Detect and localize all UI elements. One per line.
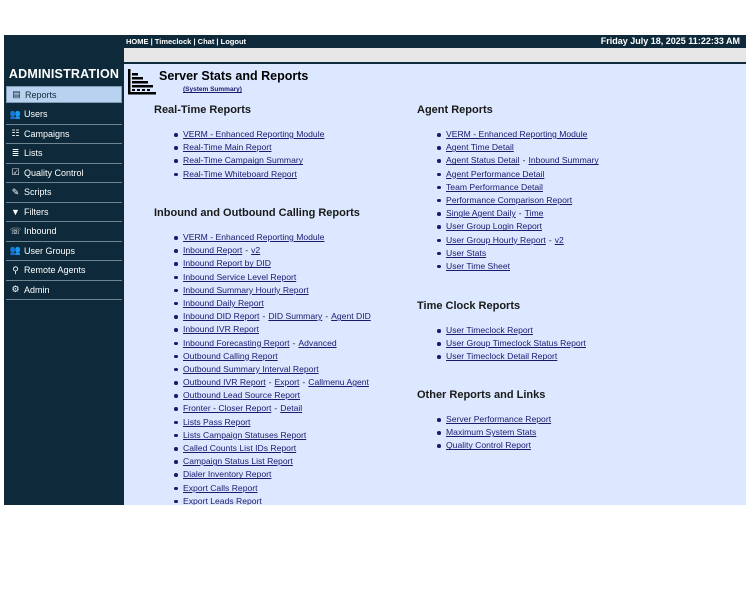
report-link[interactable]: Outbound Lead Source Report: [183, 390, 301, 401]
report-link[interactable]: Agent Status Detail: [446, 155, 520, 166]
sidebar-item-label: Remote Agents: [24, 265, 86, 276]
list-item: [173, 495, 371, 505]
list-item: [173, 231, 371, 244]
other-report-list: [436, 413, 551, 453]
link-separator: -: [518, 208, 522, 219]
list-item: [436, 413, 551, 426]
list-item: [436, 194, 599, 207]
list-item: [436, 426, 551, 439]
report-link[interactable]: Real-Time Main Report: [183, 142, 272, 153]
list-item: [173, 455, 371, 468]
list-item: [173, 416, 371, 429]
list-item: [436, 128, 599, 141]
nav-separator: |: [150, 37, 153, 46]
home-link[interactable]: HOME: [126, 37, 149, 46]
top-nav: [126, 37, 246, 46]
report-link[interactable]: Inbound Report by DID: [183, 258, 271, 269]
main-content: [124, 64, 746, 505]
reports-chart-icon: [128, 67, 156, 95]
report-link[interactable]: User Timeclock Report: [446, 325, 533, 335]
link-separator: -: [268, 377, 272, 388]
report-link[interactable]: Detail: [280, 403, 303, 414]
list-item: [173, 376, 371, 389]
campaigns-icon: ☷: [11, 128, 20, 139]
section-title-other: Other Reports and Links: [417, 389, 546, 401]
report-link[interactable]: Agent DID: [331, 311, 371, 322]
report-link[interactable]: Real-Time Campaign Summary: [183, 155, 304, 166]
report-link[interactable]: Time: [524, 208, 544, 219]
list-item: [173, 323, 371, 336]
list-item: [173, 402, 371, 415]
report-link[interactable]: Real-Time Whiteboard Report: [183, 168, 297, 179]
list-item: [173, 310, 371, 323]
list-item: [436, 247, 599, 260]
list-item: [173, 141, 324, 154]
user-groups-icon: 👥: [9, 245, 22, 256]
report-link[interactable]: Inbound Service Level Report: [183, 271, 297, 282]
report-link[interactable]: Export Leads Report: [183, 495, 262, 505]
list-item: [173, 429, 371, 442]
report-link[interactable]: Advanced: [298, 337, 337, 348]
section-title-timeclock: Time Clock Reports: [417, 300, 521, 312]
scripts-icon: ✎: [11, 186, 20, 197]
list-item: [173, 363, 371, 376]
users-icon: 👥: [9, 108, 22, 119]
list-item: [173, 154, 324, 167]
sidebar-item-label: Users: [24, 109, 48, 120]
inout-report-list: [173, 231, 371, 505]
sidebar-item-label: Filters: [24, 206, 49, 217]
inbound-icon: ☏: [9, 225, 22, 236]
list-item: [436, 324, 586, 337]
sidebar-title: ADMINISTRATION: [8, 67, 120, 81]
link-separator: -: [262, 311, 266, 322]
sidebar-item-label: Inbound: [24, 226, 57, 237]
report-link[interactable]: Export Calls Report: [183, 482, 258, 493]
report-link[interactable]: Inbound Daily Report: [183, 297, 264, 308]
link-separator: -: [325, 311, 329, 322]
report-link[interactable]: Inbound Report: [183, 245, 243, 256]
list-item: [173, 468, 371, 481]
nav-separator: |: [216, 37, 219, 46]
report-link[interactable]: VERM - Enhanced Reporting Module: [183, 232, 325, 242]
sidebar-item-admin[interactable]: [6, 281, 122, 301]
report-link[interactable]: Export: [274, 377, 300, 388]
list-item: [436, 337, 586, 350]
sidebar-item-label: Admin: [24, 284, 50, 295]
list-item: [173, 257, 371, 270]
report-link[interactable]: User Group Login Report: [446, 221, 543, 232]
link-separator: -: [292, 337, 296, 348]
list-item: [173, 442, 371, 455]
reports-icon: ▤: [12, 89, 21, 99]
sidebar-item-campaigns[interactable]: [6, 125, 122, 145]
report-link[interactable]: User Time Sheet: [446, 260, 510, 271]
report-link[interactable]: Inbound Forecasting Report: [183, 337, 290, 348]
filter-icon: ▼: [11, 206, 20, 217]
report-link[interactable]: VERM - Enhanced Reporting Module: [183, 129, 325, 139]
report-link[interactable]: Outbound Summary Interval Report: [183, 363, 319, 374]
report-link[interactable]: Maximum System Stats: [446, 427, 537, 438]
report-link[interactable]: Quality Control Report: [446, 440, 532, 451]
page-title: Server Stats and Reports: [159, 69, 309, 83]
report-link[interactable]: Callmenu Agent: [308, 377, 369, 388]
link-separator: -: [302, 377, 306, 388]
report-link[interactable]: Fronter - Closer Report: [183, 403, 272, 414]
nav-separator: |: [193, 37, 196, 46]
list-item: [173, 284, 371, 297]
list-item: [173, 128, 324, 141]
list-item: [173, 168, 324, 181]
report-link[interactable]: Outbound IVR Report: [183, 377, 266, 388]
sidebar-item-label: Reports: [25, 89, 57, 100]
report-link[interactable]: Inbound DID Report: [183, 311, 260, 322]
list-item: [173, 297, 371, 310]
link-separator: -: [245, 245, 249, 256]
report-link[interactable]: Campaign Status List Report: [183, 456, 293, 467]
report-link[interactable]: v2: [251, 245, 261, 256]
list-item: [436, 181, 599, 194]
list-item: [436, 220, 599, 233]
sidebar-item-label: Campaigns: [24, 128, 70, 139]
realtime-report-list: [173, 128, 324, 181]
list-item: [436, 154, 599, 167]
sidebar-item-quality-control[interactable]: [6, 164, 122, 184]
report-link[interactable]: DID Summary: [268, 311, 323, 322]
logout-link[interactable]: Logout: [220, 37, 247, 46]
agent-report-list: [436, 128, 599, 273]
sidebar-item-label: User Groups: [24, 245, 76, 256]
lists-icon: ≣: [11, 147, 20, 158]
report-link[interactable]: Team Performance Detail: [446, 181, 543, 192]
list-item: [173, 271, 371, 284]
sidebar-item-label: Scripts: [24, 187, 52, 198]
list-item: [173, 482, 371, 495]
list-item: [173, 337, 371, 350]
sidebar-item-lists[interactable]: [6, 144, 122, 164]
report-link[interactable]: Dialer Inventory Report: [183, 469, 272, 480]
link-separator: -: [548, 234, 552, 245]
report-link[interactable]: Server Performance Report: [446, 414, 552, 424]
section-title-agent: Agent Reports: [417, 104, 493, 116]
report-link[interactable]: Agent Performance Detail: [446, 168, 545, 179]
sidebar-top-spacer: [4, 35, 124, 63]
list-item: [173, 244, 371, 257]
gear-icon: ⚙: [11, 284, 20, 295]
top-bar: [124, 35, 746, 48]
list-item: [436, 168, 599, 181]
report-link[interactable]: User Stats: [446, 247, 487, 258]
timeclock-link[interactable]: Timeclock: [154, 37, 192, 46]
sidebar: [4, 35, 124, 505]
report-link[interactable]: Performance Comparison Report: [446, 194, 573, 205]
sidebar-item-users[interactable]: [6, 105, 122, 125]
sidebar-item-user-groups[interactable]: [6, 242, 122, 262]
sidebar-item-label: Quality Control: [24, 167, 84, 178]
report-link[interactable]: VERM - Enhanced Reporting Module: [446, 129, 588, 139]
checkbox-icon: ☑: [11, 167, 20, 178]
report-link[interactable]: User Group Hourly Report: [446, 234, 546, 245]
section-title-inout: Inbound and Outbound Calling Reports: [154, 207, 360, 219]
report-link[interactable]: v2: [554, 234, 564, 245]
report-link[interactable]: Single Agent Daily: [446, 208, 516, 219]
list-item: [173, 389, 371, 402]
report-link[interactable]: User Group Timeclock Status Report: [446, 338, 586, 349]
report-link[interactable]: Lists Pass Report: [183, 416, 251, 427]
list-item: [436, 260, 599, 273]
list-item: [436, 141, 599, 154]
report-link[interactable]: Called Counts List IDs Report: [183, 443, 297, 453]
remote-agents-icon: ⚲: [12, 264, 19, 275]
report-link[interactable]: Inbound IVR Report: [183, 324, 259, 335]
sidebar-items: [4, 86, 124, 300]
admin-app: [4, 35, 746, 505]
report-link[interactable]: Agent Time Detail: [446, 142, 514, 153]
report-link[interactable]: Inbound Summary Hourly Report: [183, 284, 309, 295]
list-item: [436, 234, 599, 247]
list-item: [436, 207, 599, 220]
report-link[interactable]: User Timeclock Detail Report: [446, 351, 558, 362]
grey-bar: [124, 48, 746, 62]
list-item: [436, 350, 586, 363]
datetime-display: Friday July 18, 2025 11:22:33 AM: [600, 36, 740, 46]
system-summary-link[interactable]: (System Summary): [183, 86, 242, 93]
sidebar-item-filters[interactable]: [6, 203, 122, 223]
list-item: [173, 350, 371, 363]
sidebar-item-reports[interactable]: [6, 86, 122, 103]
chat-link[interactable]: Chat: [197, 37, 215, 46]
sidebar-item-inbound[interactable]: [6, 222, 122, 242]
sidebar-item-scripts[interactable]: [6, 183, 122, 203]
section-title-realtime: Real-Time Reports: [154, 104, 251, 116]
report-link[interactable]: Outbound Calling Report: [183, 350, 278, 361]
report-link[interactable]: Inbound Summary: [528, 155, 599, 166]
list-item: [436, 439, 551, 452]
report-link[interactable]: Lists Campaign Statuses Report: [183, 429, 307, 440]
sidebar-item-label: Lists: [24, 148, 43, 159]
link-separator: -: [274, 403, 278, 414]
link-separator: -: [522, 155, 526, 166]
timeclock-report-list: [436, 324, 586, 364]
sidebar-item-remote-agents[interactable]: [6, 261, 122, 281]
